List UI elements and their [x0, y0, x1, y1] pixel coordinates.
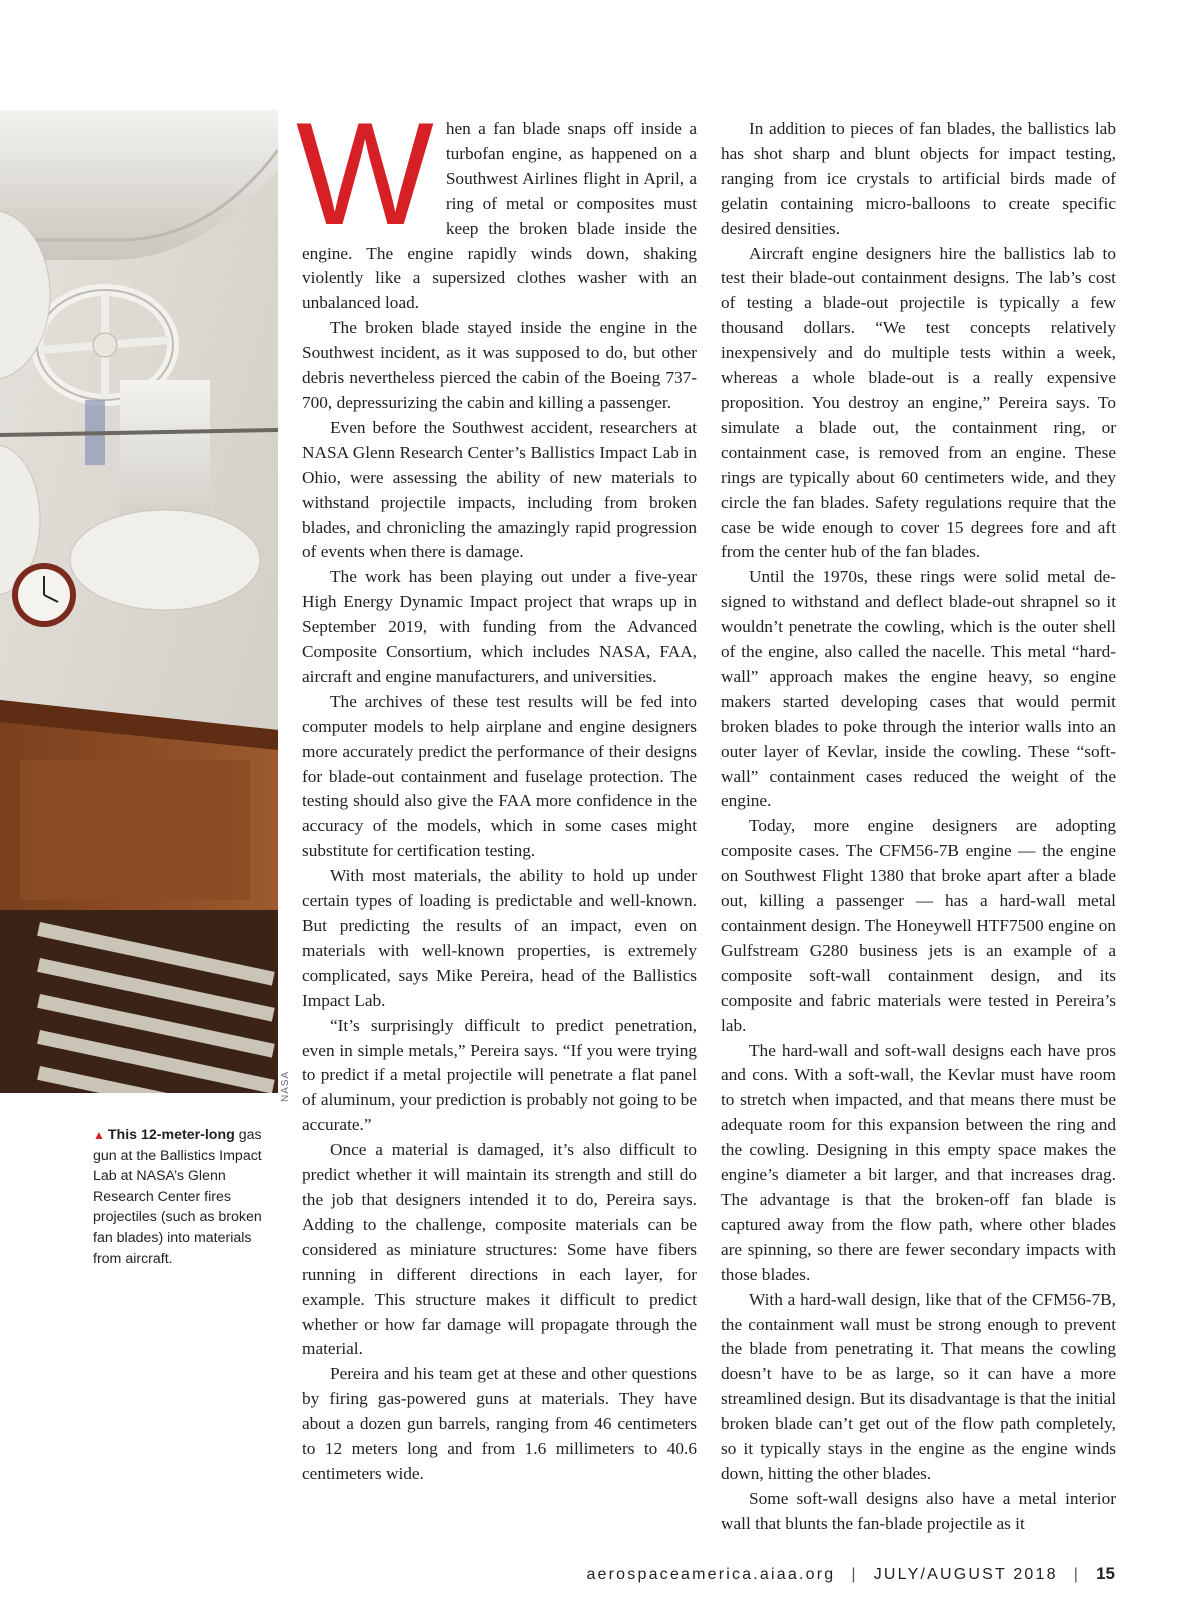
photo-caption: [93, 1125, 273, 1269]
caption-text: gas gun at the Ballistics Impact Lab at NASA’s Glenn Research Center fires projectiles (such as broken fan blades) into materials from aircraft.: [93, 1127, 262, 1267]
drop-cap: W: [296, 92, 434, 255]
paragraph: In addition to pieces of fan blades, the ballistics lab has shot sharp and blunt objects for impact testing, ranging from ice crystals to artificial birds made of gelatin containing micro-balloons to create specific desired densities.: [721, 119, 1116, 238]
paragraph: The work has been playing out under a five-year High Energy Dynamic Impact project that wraps up in September 2019, with funding from the Advanced Composite Consortium, which includes NASA, FAA, aircraft and engine manufacturers, and universities.: [302, 567, 697, 686]
paragraph: “It’s surprisingly difficult to predict penetration, even in simple metals,” Pereira says. “If you were trying to predict if a metal projectile will penetrate a flat panel of aluminum, your prediction is probably not going to be accurate.”: [302, 1015, 697, 1135]
page-number: 15: [1096, 1564, 1115, 1583]
paragraph: Today, more engine designers are adopting composite cases. The CFM56-7B engine — the engine on Southwest Flight 1380 that broke apart after a blade out, killing a passenger — has a hard-wall metal containment design. The Honeywell HTF7500 engine on Gulfstream G280 business jets is an example of a composite soft-wall containment design, and its composite and fabric materials were tested in Pereira’s lab.: [721, 816, 1116, 1035]
paragraph: When a fan blade snaps off inside a turbofan engine, as happened on a Southwest Airlines flight in April, a ring of metal or composites must keep the broken blade inside the engine. The engine rapidly winds down, shaking violently like a supersized clothes washer with an unbalanced load.: [296, 92, 697, 313]
paragraph: Until the 1970s, these rings were solid metal designed to withstand and deflect blade-out shrapnel so it wouldn’t penetrate the cowling, which is the outer shell of the engine, also called the nacelle. This metal “hard-wall” approach makes the engine heavy, so engine makers started developing cases that would permit broken blades to poke through the interior walls into an outer layer of Kevlar, inside the cowling. These “soft-wall” containment cases reduced the weight of the engine.: [721, 567, 1116, 811]
footer-separator: |: [1073, 1566, 1081, 1583]
paragraph: Once a material is damaged, it’s also difficult to predict whether it will maintain its strength and still do the job that designers intended it to do, Pereira says. Adding to the challenge, composite materials can be considered as miniature structures: Some have fibers running in different directions in each layer, for example. This structure makes it difficult to predict whether or how far damage will propagate through the material.: [302, 1140, 697, 1359]
footer-site-url: aerospaceamerica.aiaa.org: [586, 1566, 836, 1583]
article-column-left: [296, 92, 697, 1487]
photo-credit: NASA: [280, 1070, 291, 1102]
footer-separator: |: [851, 1566, 858, 1583]
paragraph: Aircraft engine designers hire the ballistics lab to test their blade-out containment designs. The lab’s cost of testing a blade-out projectile is typically a few thousand dollars. “We test concepts relatively inexpensively and do multiple tests within a week, whereas a whole blade-out is a really expensive proposition. You destroy an engine,” Pereira says. To simulate a blade out, the containment ring, or containment case, is removed from an engine. These rings are typically about 60 centimeters wide, and they circle the fan blades. Safety regulations require that the case be wide enough to cover 15 degrees fore and aft from the center hub of the fan blades.: [721, 243, 1116, 562]
paragraph: Pereira and his team get at these and other questions by firing gas-powered guns at materials. They have about a dozen gun barrels, ranging from 46 centimeters to 12 meters long and from 1.6 millimeters to 40.6 centimeters wide.: [302, 1364, 697, 1483]
triangle-up-icon: ▲: [93, 1128, 105, 1142]
caption-lead: This 12-meter-long: [107, 1127, 235, 1143]
paragraph: Even before the Southwest accident, researchers at NASA Glenn Research Center’s Ballistics Impact Lab in Ohio, were assessing the ability of new materials to withstand projectile impacts, including from broken blades, and chronicling the amazingly rapid progression of events when there is damage.: [302, 417, 697, 562]
lab-photo: [0, 110, 278, 1093]
paragraph: With a hard-wall design, like that of the CFM56-7B, the containment wall must be strong enough to prevent the blade from penetrating it. That means the cowling doesn’t have to be as large, so it can have a more streamlined design. But its disadvantage is that the initial broken blade can’t get out of the flow path completely, so it typically stays in the engine as the engine winds down, hitting the other blades.: [721, 1289, 1116, 1483]
paragraph: The broken blade stayed inside the engine in the Southwest incident, as it was supposed to do, but other debris nevertheless pierced the cabin of the Boeing 737-700, depressurizing the cabin and killing a passenger.: [302, 318, 697, 412]
paragraph: The hard-wall and soft-wall designs each have pros and cons. With a soft-wall, the Kevlar must have room to stretch when impacted, and that means there must be adequate room for this expansion between the ring and the cowling. Designing in this empty space makes the engine’s diameter a bit larger, and that increases drag. The advantage is that the broken-off fan blade is captured away from the flow path, where other blades are spinning, so there are fewer secondary impacts with those blades.: [721, 1040, 1116, 1284]
footer-issue: JULY/AUGUST 2018: [873, 1566, 1058, 1583]
paragraph: With most materials, the ability to hold up under certain types of loading is predictable and well-known. But predicting the results of an impact, even on materials with well-known properties, is extremely complicated, says Mike Pereira, head of the Ballistics Impact Lab.: [302, 866, 697, 1010]
article-column-right: [721, 117, 1116, 1537]
gas-gun-lab-photo-icon: [0, 110, 278, 1093]
paragraph: Some soft-wall designs also have a metal interior wall that blunts the fan-blade projectile as it: [721, 1488, 1116, 1533]
page-footer: [586, 1564, 1115, 1584]
paragraph: The archives of these test results will be fed into computer models to help airplane and engine designers more accurately predict the performance of their designs for blade-out containment and fuselage protection. The testing should also give the FAA more confidence in the accuracy of the models, which in some cases might substitute for certification testing.: [302, 691, 697, 861]
